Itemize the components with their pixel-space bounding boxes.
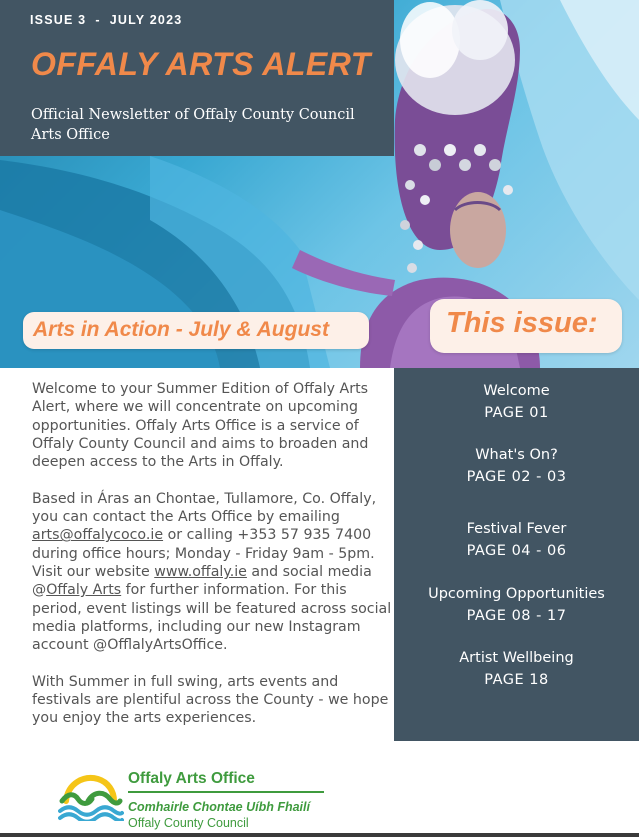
contact-text-d: for further information. For this period, event listings will be featured across social media platforms, including our new Instagram account @OfflalyArtsOffice. (32, 582, 392, 654)
contact-text-a: Based in Áras an Chontae, Tullamore, Co. Offaly, you can contact the Arts Office by emailing (32, 490, 377, 526)
toc-pages: PAGE 18 (484, 672, 549, 688)
hero-photo (0, 0, 639, 368)
offaly-arts-logo-icon (58, 771, 124, 821)
toc-pages: PAGE 02 - 03 (466, 469, 567, 485)
table-of-contents (394, 368, 639, 741)
toc-title: Welcome (483, 383, 550, 399)
council-name: Offaly County Council (128, 816, 249, 830)
contact-text-c: and social media @ (32, 563, 372, 599)
social-link[interactable]: Offaly Arts (46, 582, 122, 599)
intro-paragraph-1: Welcome to your Summer Edition of Offaly Arts Alert, where we will concentrate on upcoming opportunities. Offaly Arts Office is a service of Offaly County Council and aims to broaden and deepen access to the Arts in Offaly. (32, 381, 369, 471)
this-issue-banner: This issue: (430, 299, 622, 353)
issue-separator: - (95, 13, 101, 27)
toc-pages: PAGE 04 - 06 (466, 543, 567, 559)
subtitle-line-2: Arts Office (31, 127, 110, 143)
toc-item-welcome[interactable] (394, 380, 639, 424)
intro-paragraph-3: With Summer in full swing, arts events and festivals are plentiful across the County - we hope you enjoy the arts experiences. (32, 673, 389, 727)
toc-title: What's On? (475, 447, 558, 463)
email-link[interactable]: arts@offalycoco.ie (32, 527, 164, 544)
logo-divider (128, 791, 324, 793)
contact-text-b: or calling +353 57 935 7400 during office hours; Monday - Friday 9am - 5pm. Visit our website (32, 527, 375, 580)
subtitle-line-1: Official Newsletter of Offaly County Council (31, 107, 355, 123)
toc-item-festival-fever[interactable] (394, 518, 639, 562)
arts-in-action-banner: Arts in Action - July & August (23, 312, 369, 349)
toc-title: Festival Fever (466, 521, 567, 537)
footer-bar (0, 833, 639, 837)
toc-title: Artist Wellbeing (459, 650, 574, 666)
intro-body (32, 380, 392, 746)
issue-date: JULY 2023 (109, 13, 183, 27)
toc-item-upcoming-opportunities[interactable] (394, 583, 639, 627)
toc-item-whats-on[interactable] (394, 444, 639, 488)
issue-line (30, 13, 182, 27)
toc-item-artist-wellbeing[interactable] (394, 647, 639, 691)
masthead-panel (0, 0, 394, 156)
intro-section (0, 368, 394, 741)
newsletter-subtitle (31, 105, 381, 145)
footer (0, 741, 639, 837)
toc-title: Upcoming Opportunities (428, 586, 605, 602)
toc-pages: PAGE 01 (484, 405, 549, 421)
intro-paragraph-2 (32, 490, 392, 655)
issue-number: ISSUE 3 (30, 13, 87, 27)
toc-pages: PAGE 08 - 17 (466, 608, 567, 624)
website-link[interactable]: www.offaly.ie (154, 563, 247, 580)
newsletter-title: OFFALY ARTS ALERT (31, 46, 371, 82)
council-name-irish: Comhairle Chontae Uíbh Fhailí (128, 800, 310, 814)
arts-office-name: Offaly Arts Office (128, 770, 255, 787)
